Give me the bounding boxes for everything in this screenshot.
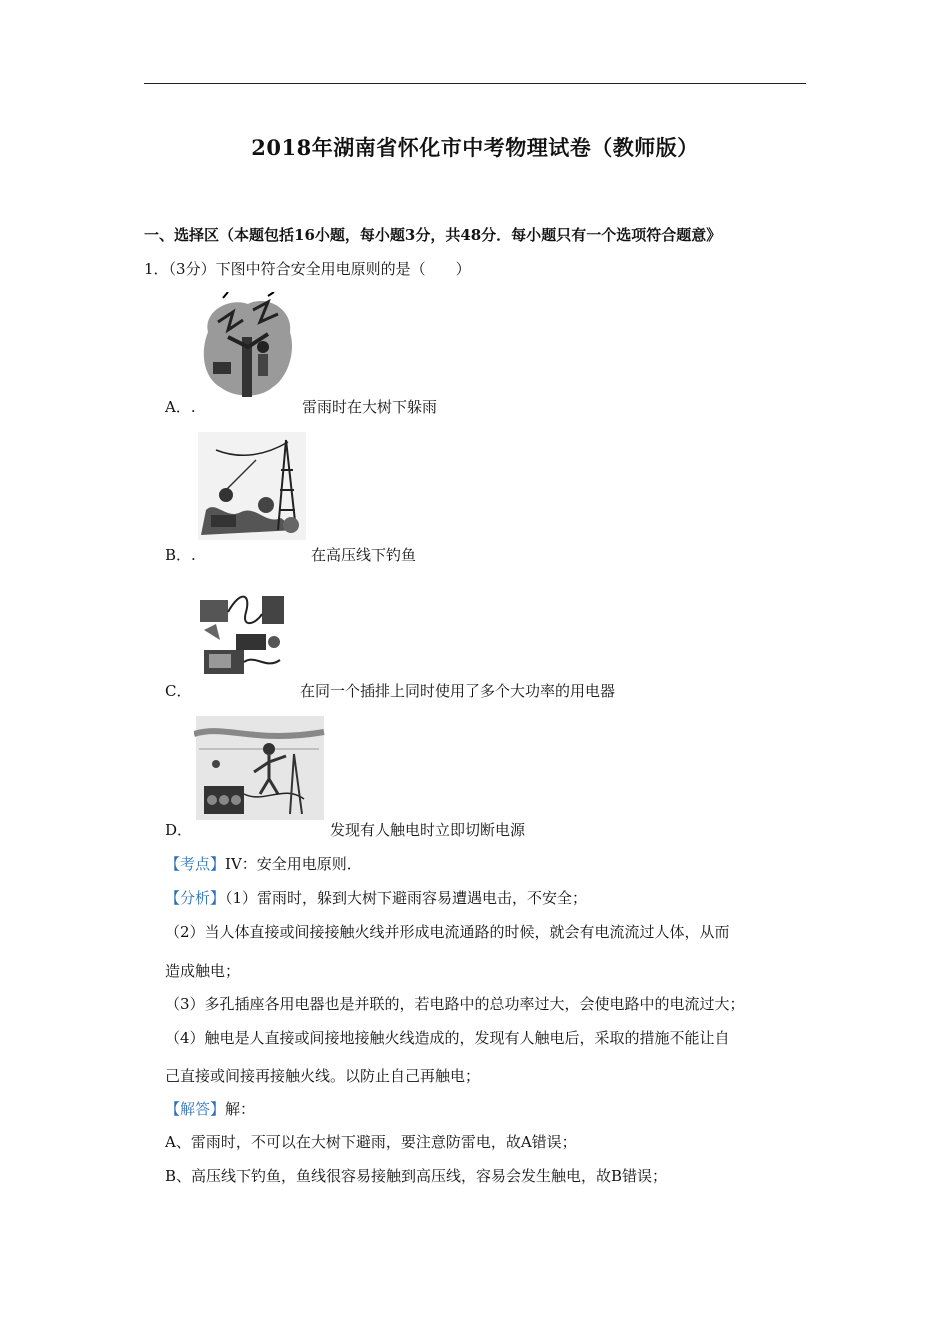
fenxi-text-1: （1）雷雨时，躲到大树下避雨容易遭遇电击，不安全； [225, 889, 588, 907]
jieda-line-b: B、高压线下钓鱼，鱼线很容易接触到高压线，容易会发生触电，故B错误； [165, 1167, 668, 1185]
page-title: 2018年湖南省怀化市中考物理试卷（教师版） [251, 135, 699, 160]
jieda-text: 解： [225, 1100, 256, 1118]
option-a-text: 雷雨时在大树下躲雨 [302, 398, 438, 416]
fenxi-line-1 [165, 887, 587, 908]
fenxi-line-4: （3）多孔插座各用电器也是并联的，若电路中的总功率过大，会使电路中的电流过大； [165, 995, 745, 1013]
option-d-letter: D． [165, 821, 193, 839]
fenxi-line-5: （4）触电是人直接或间接地接触火线造成的，发现有人触电后，采取的措施不能让自 [165, 1029, 730, 1047]
cut-power-illustration [194, 714, 326, 822]
fenxi-line-6: 己直接或间接再接触火线。以防止自己再触电； [165, 1067, 481, 1085]
option-d-text: 发现有人触电时立即切断电源 [330, 821, 526, 839]
kaodian-line [165, 853, 362, 874]
option-b-text: 在高压线下钓鱼 [311, 546, 417, 564]
question-stem: 1．（3分）下图中符合安全用电原则的是（ ） [144, 260, 471, 278]
overloaded-socket-illustration [196, 584, 296, 680]
kaodian-tag: 【考点】 [165, 855, 226, 873]
option-b-letter: B．. [165, 546, 196, 564]
header-rule [144, 83, 806, 84]
fenxi-line-2: （2）当人体直接或间接接触火线并形成电流通路的时候，就会有电流流过人体，从而 [165, 923, 730, 941]
fenxi-tag: 【分析】 [165, 889, 226, 907]
fenxi-line-3: 造成触电； [165, 962, 241, 980]
kaodian-text: IV：安全用电原则． [225, 855, 362, 873]
option-c-text: 在同一个插排上同时使用了多个大功率的用电器 [300, 682, 616, 700]
option-a-letter: A．. [165, 398, 196, 416]
fishing-powerline-illustration [196, 430, 308, 542]
option-c-letter: C． [165, 682, 192, 700]
section-heading: 一、选择区（本题包括16小题，每小题3分，共48分．每小题只有一个选项符合题意》 [144, 226, 722, 244]
jieda-line [165, 1098, 255, 1119]
jieda-line-a: A、雷雨时，不可以在大树下避雨，要注意防雷电，故A错误； [165, 1133, 577, 1151]
jieda-tag: 【解答】 [165, 1100, 226, 1118]
tree-lightning-illustration [198, 292, 296, 402]
